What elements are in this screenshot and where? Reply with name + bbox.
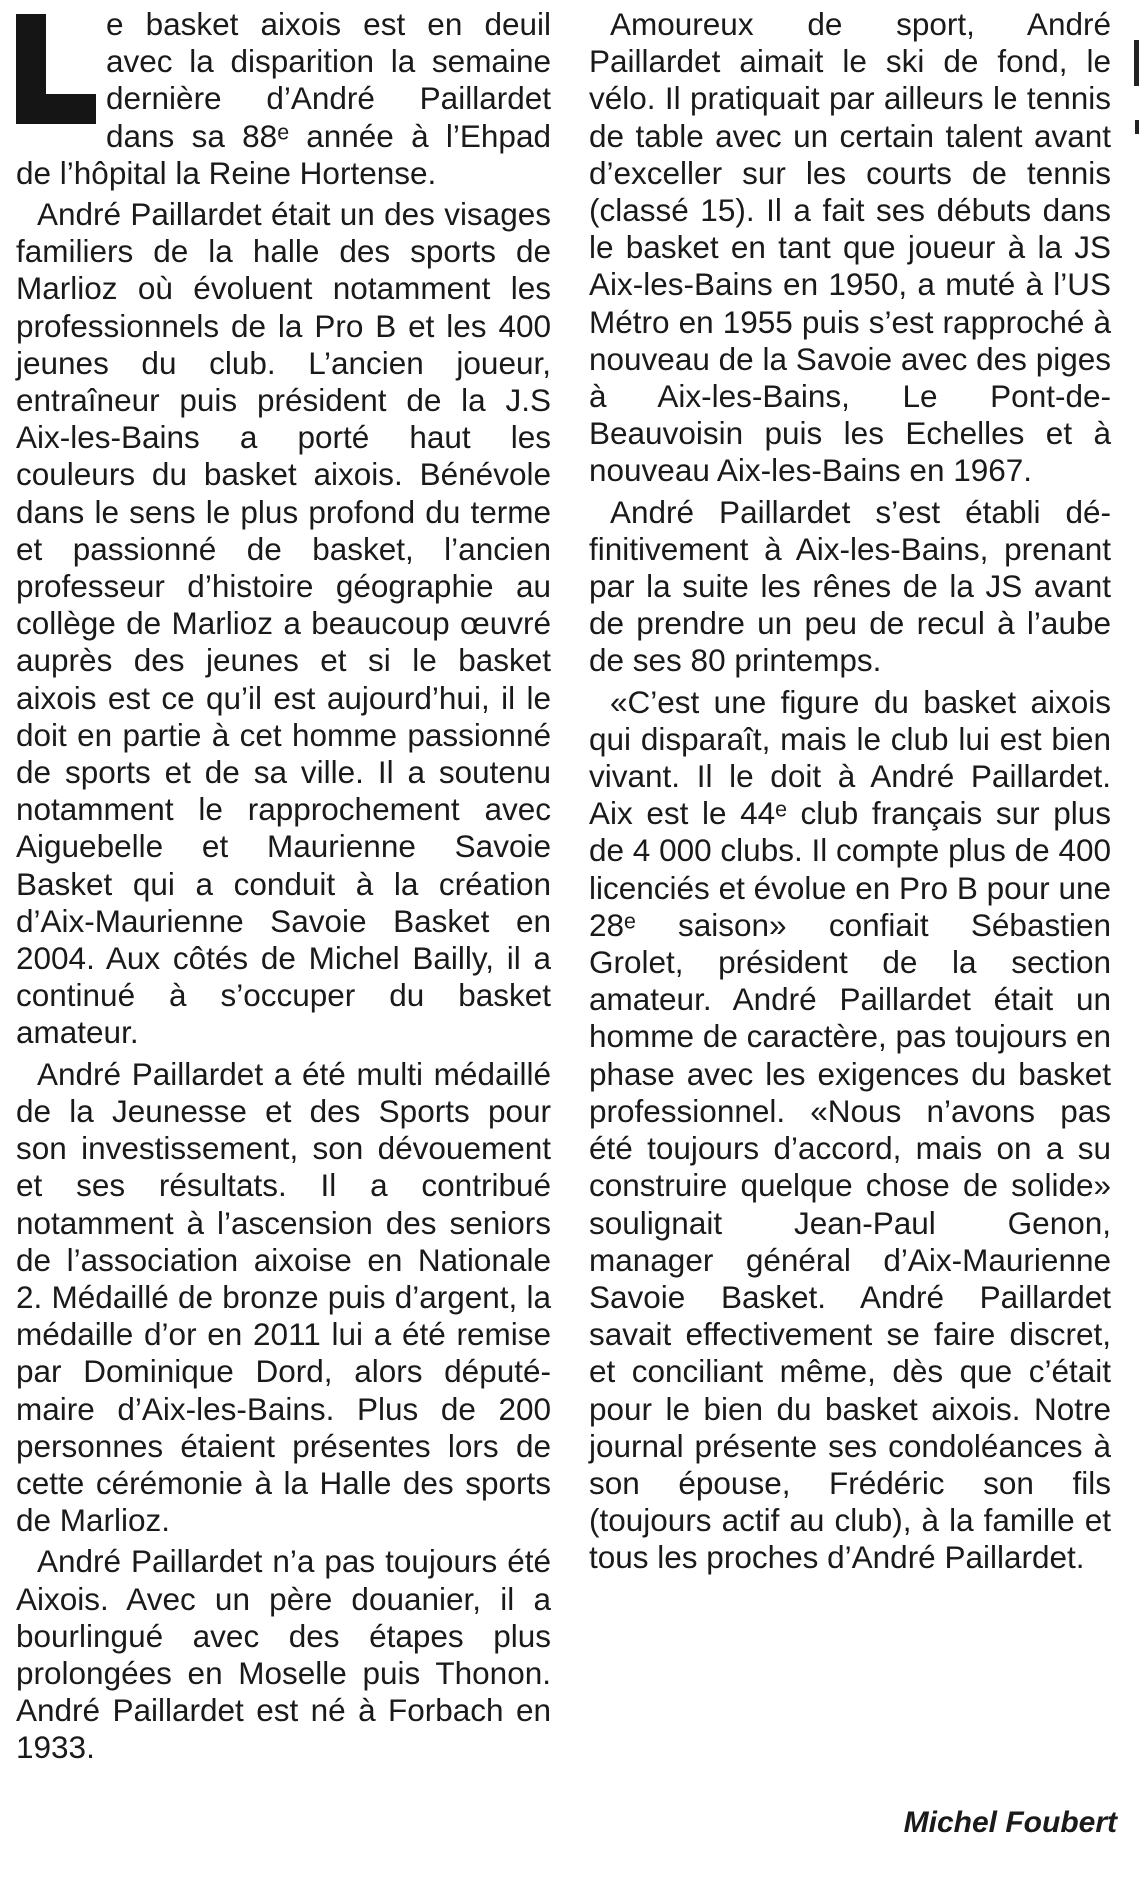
article-paragraph-3: André Paillardet a été multi médaillé de la Jeunesse et des Sports pour son investissement, son dévouement et ses résultats. Il a contribué notamment à l’ascension des seniors de l’association aixoise en Nationale 2. Médaillé de bronze puis d’argent, la médaille d’or en 2011 lui a été remise par Dominique Dord, alors député-maire d’Aix-les-Bains. Plus de 200 personnes étaient présentes lors de cette cérémonie à la Halle des sports de Marlioz. bbox=[16, 1055, 551, 1539]
scan-edge-mark bbox=[1134, 40, 1139, 86]
left-column bbox=[16, 6, 551, 1771]
author-signature: Michel Foubert bbox=[903, 1806, 1117, 1839]
right-column bbox=[589, 6, 1111, 1581]
article-paragraph-2: André Paillardet était un des visages familiers de la halle des sports de Marlioz où évoluent notamment les professionnels de la Pro B et les 400 jeunes du club. L’ancien joueur, entraîneur puis président de la J.S Aix-les-Bains a porté haut les couleurs du basket aixois. Bénévole dans le sens le plus profond du terme et passionné de basket, l’ancien professeur d’histoire géographie au collège de Marlioz a beaucoup œuvré auprès des jeunes et si le basket aixois est ce qu’il est aujourd’hui, il le doit en partie à cet homme passionné de sports et de sa ville. Il a soutenu notamment le rapprochement avec Aiguebelle et Maurienne Savoie Basket qui a conduit à la création d’Aix-Maurienne Savoie Basket en 2004. Aux côtés de Michel Bailly, il a continué à s’occuper du basket amateur. bbox=[16, 196, 551, 1051]
scan-edge-mark bbox=[1135, 120, 1139, 134]
article-paragraph-1 bbox=[16, 6, 551, 192]
article-paragraph-4: André Paillardet n’a pas toujours été Aixois. Avec un père douanier, il a bourlingué avec des étapes plus prolongées en Moselle puis Thonon. André Paillardet est né à Forbach en 1933. bbox=[16, 1543, 551, 1766]
article-paragraph-6: André Paillardet s’est établi définitivement à Aix-les-Bains, prenant par la suite les rênes de la JS avant de prendre un peu de recul à l’aube de ses 80 printemps. bbox=[589, 493, 1111, 679]
paragraph-text: e basket aixois est en deuil avec la disparition la semaine dernière d’André Paillardet dans sa 88ᵉ année à l’Ehpad de l’hôpital la Reine Hortense. bbox=[16, 6, 551, 191]
article-paragraph-5: Amoureux de sport, André Paillardet aimait le ski de fond, le vélo. Il pratiquait par ailleurs le tennis de table avec un certain talent avant d’exceller sur les courts de tennis (classé 15). Il a fait ses débuts dans le basket en tant que joueur à la JS Aix-les-Bains en 1950, a muté à l’US Métro en 1955 puis s’est rapproché à nouveau de la Savoie avec des piges à Aix-les-Bains, Le Pont-de-Beauvoisin puis les Echelles et à nouveau Aix-les-Bains en 1967. bbox=[589, 6, 1111, 489]
article-paragraph-7: «C’est une figure du basket aixois qui disparaît, mais le club lui est bien vivant. Il le doit à André Paillardet. Aix est le 44ᵉ club français sur plus de 4 000 clubs. Il compte plus de 400 licenciés et évolue en Pro B pour une 28ᵉ saison» confiait Sébastien Grolet, président de la section amateur. André Paillardet était un homme de caractère, pas toujours en phase avec les exigences du basket professionnel. «Nous n’avons pas été toujours d’accord, mais on a su construire quelque chose de solide» soulignait Jean-Paul Genon, manager général d’Aix-Maurienne Savoie Basket. André Paillardet savait effectivement se faire discret, et conciliant même, dès que c’était pour le bien du basket aixois. Notre journal présente ses condoléances à son épouse, Frédéric son fils (toujours actif au club), à la famille et tous les proches d’André Paillardet. bbox=[589, 683, 1111, 1576]
dropcap-letter-l bbox=[16, 14, 96, 124]
